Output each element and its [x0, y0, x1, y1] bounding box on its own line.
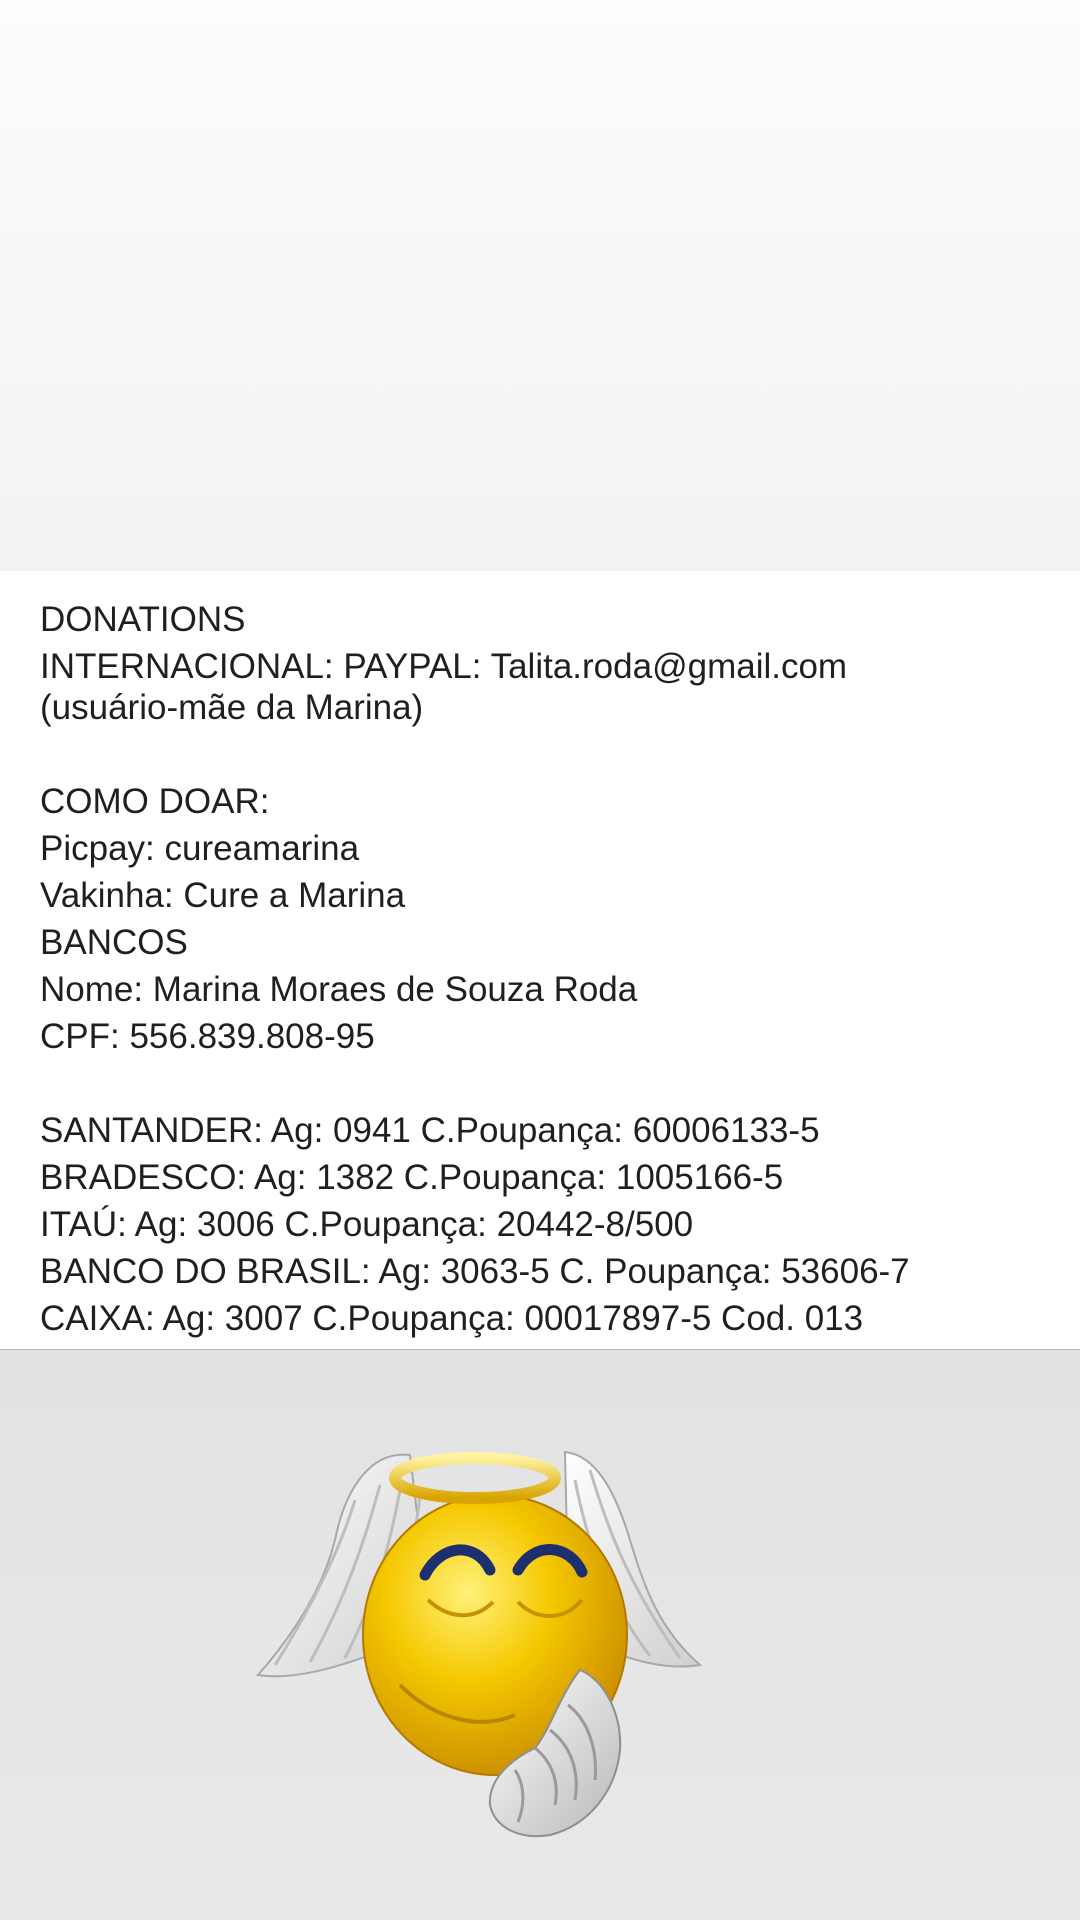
- international-note-line: (usuário-mãe da Marina): [40, 688, 424, 727]
- blank-spacer: [40, 1060, 1060, 1107]
- cpf-line: CPF: 556.839.808-95: [40, 1017, 375, 1056]
- donation-info-text: [40, 596, 1060, 1342]
- halo-icon: [395, 1458, 555, 1498]
- banks-heading: BANCOS: [40, 923, 188, 962]
- vakinha-line: Vakinha: Cure a Marina: [40, 876, 406, 915]
- bank-line-banco-do-brasil: BANCO DO BRASIL: Ag: 3063-5 C. Poupança: 53606-7: [40, 1252, 910, 1291]
- account-name-line: Nome: Marina Moraes de Souza Roda: [40, 970, 638, 1009]
- bank-line-santander: SANTANDER: Ag: 0941 C.Poupança: 60006133-5: [40, 1111, 820, 1150]
- bank-line-itau: ITAÚ: Ag: 3006 C.Poupança: 20442-8/500: [40, 1205, 694, 1244]
- bank-line-caixa: CAIXA: Ag: 3007 C.Poupança: 00017897-5 Cod. 013: [40, 1299, 864, 1338]
- international-paypal-line: INTERNACIONAL: PAYPAL: Talita.roda@gmail.com: [40, 647, 848, 686]
- how-to-donate-heading: COMO DOAR:: [40, 782, 270, 821]
- blank-spacer: [40, 731, 1060, 778]
- picpay-line: Picpay: cureamarina: [40, 829, 360, 868]
- praying-angel-emoji-icon: [250, 1430, 720, 1850]
- bank-line-bradesco: BRADESCO: Ag: 1382 C.Poupança: 1005166-5: [40, 1158, 784, 1197]
- top-blank-area: [0, 0, 1080, 571]
- donations-heading: DONATIONS: [40, 600, 246, 639]
